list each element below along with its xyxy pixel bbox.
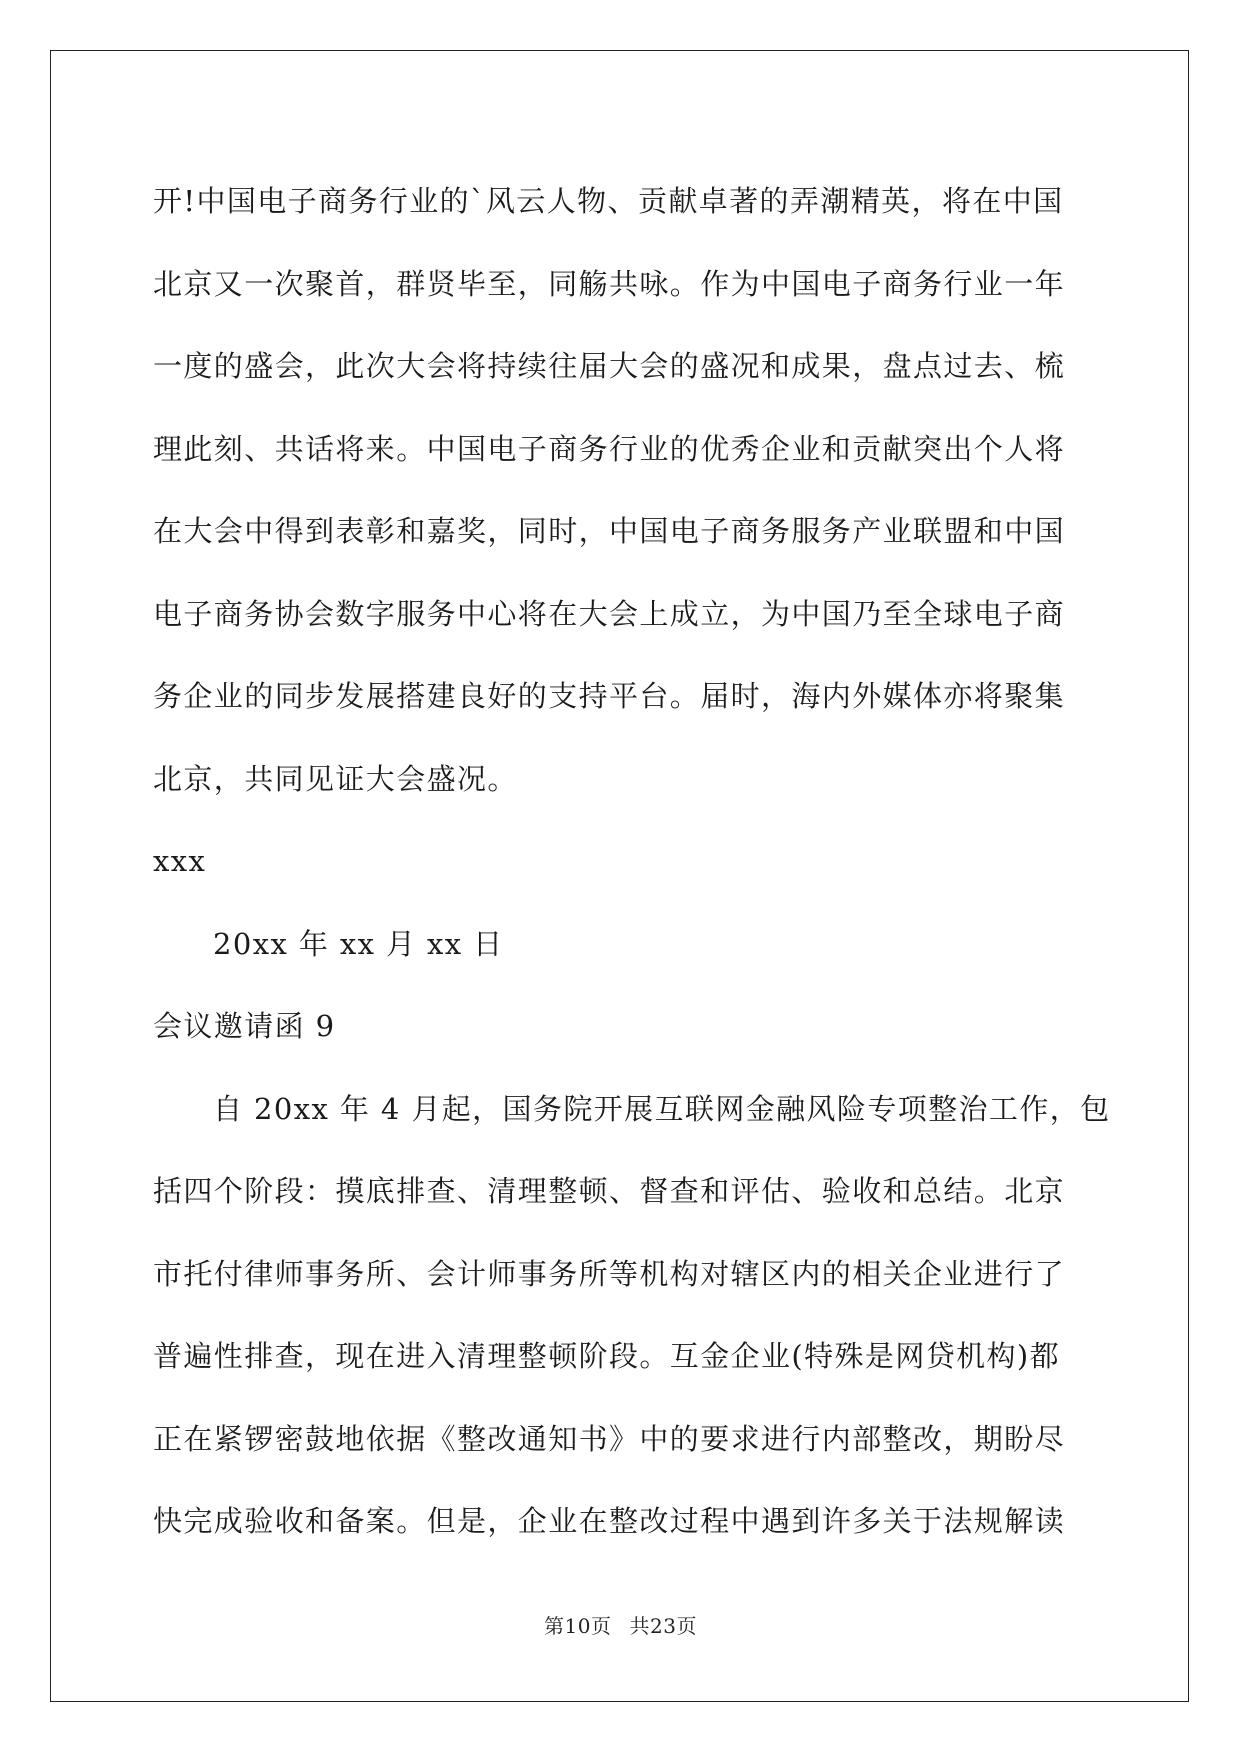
paragraph-line: 务企业的同步发展搭建良好的支持平台。届时，海内外媒体亦将聚集 (153, 679, 1066, 713)
document-body (153, 160, 1111, 1563)
paragraph-2 (153, 1068, 1111, 1563)
paragraph-line: 正在紧锣密鼓地依据《整改通知书》中的要求进行内部整改，期盼尽 (153, 1421, 1066, 1456)
paragraph-line: 开!中国电子商务行业的`风云人物、贡献卓著的弄潮精英，将在中国 (153, 184, 1064, 218)
paragraph-line: 北京又一次聚首，群贤毕至，同觞共咏。作为中国电子商务行业一年 (153, 266, 1066, 301)
section-title: 会议邀请函 9 (153, 1009, 336, 1043)
page-total: 共23页 (629, 1614, 697, 1638)
paragraph-line: 快完成验收和备案。但是，企业在整改过程中遇到许多关于法规解读 (153, 1504, 1066, 1538)
date-line: 20xx 年 xx 月 xx 日 (213, 926, 504, 961)
paragraph-line: 北京，共同见证大会盛况。 (153, 761, 518, 796)
paragraph-line: 理此刻、共话将来。中国电子商务行业的优秀企业和贡献突出个人将 (153, 431, 1066, 466)
paragraph-line: 电子商务协会数字服务中心将在大会上成立，为中国乃至全球电子商 (153, 596, 1066, 631)
paragraph-line: 一度的盛会，此次大会将持续往届大会的盛况和成果，盘点过去、梳 (153, 349, 1066, 383)
paragraph-line: 市托付律师事务所、会计师事务所等机构对辖区内的相关企业进行了 (153, 1256, 1066, 1291)
page-footer (0, 1610, 1241, 1639)
paragraph-line: 在大会中得到表彰和嘉奖，同时，中国电子商务服务产业联盟和中国 (153, 514, 1066, 548)
paragraph-1 (153, 160, 1093, 820)
signature: xxx (153, 844, 207, 878)
paragraph-line: 普遍性排查，现在进入清理整顿阶段。互金企业(特殊是网贷机构)都 (153, 1339, 1061, 1373)
paragraph-line: 括四个阶段：摸底排查、清理整顿、督查和评估、验收和总结。北京 (153, 1174, 1066, 1208)
page-number: 第10页 (544, 1614, 612, 1638)
paragraph-line: 自 20xx 年 4 月起，国务院开展互联网金融风险专项整治工作，包 (213, 1091, 1111, 1126)
